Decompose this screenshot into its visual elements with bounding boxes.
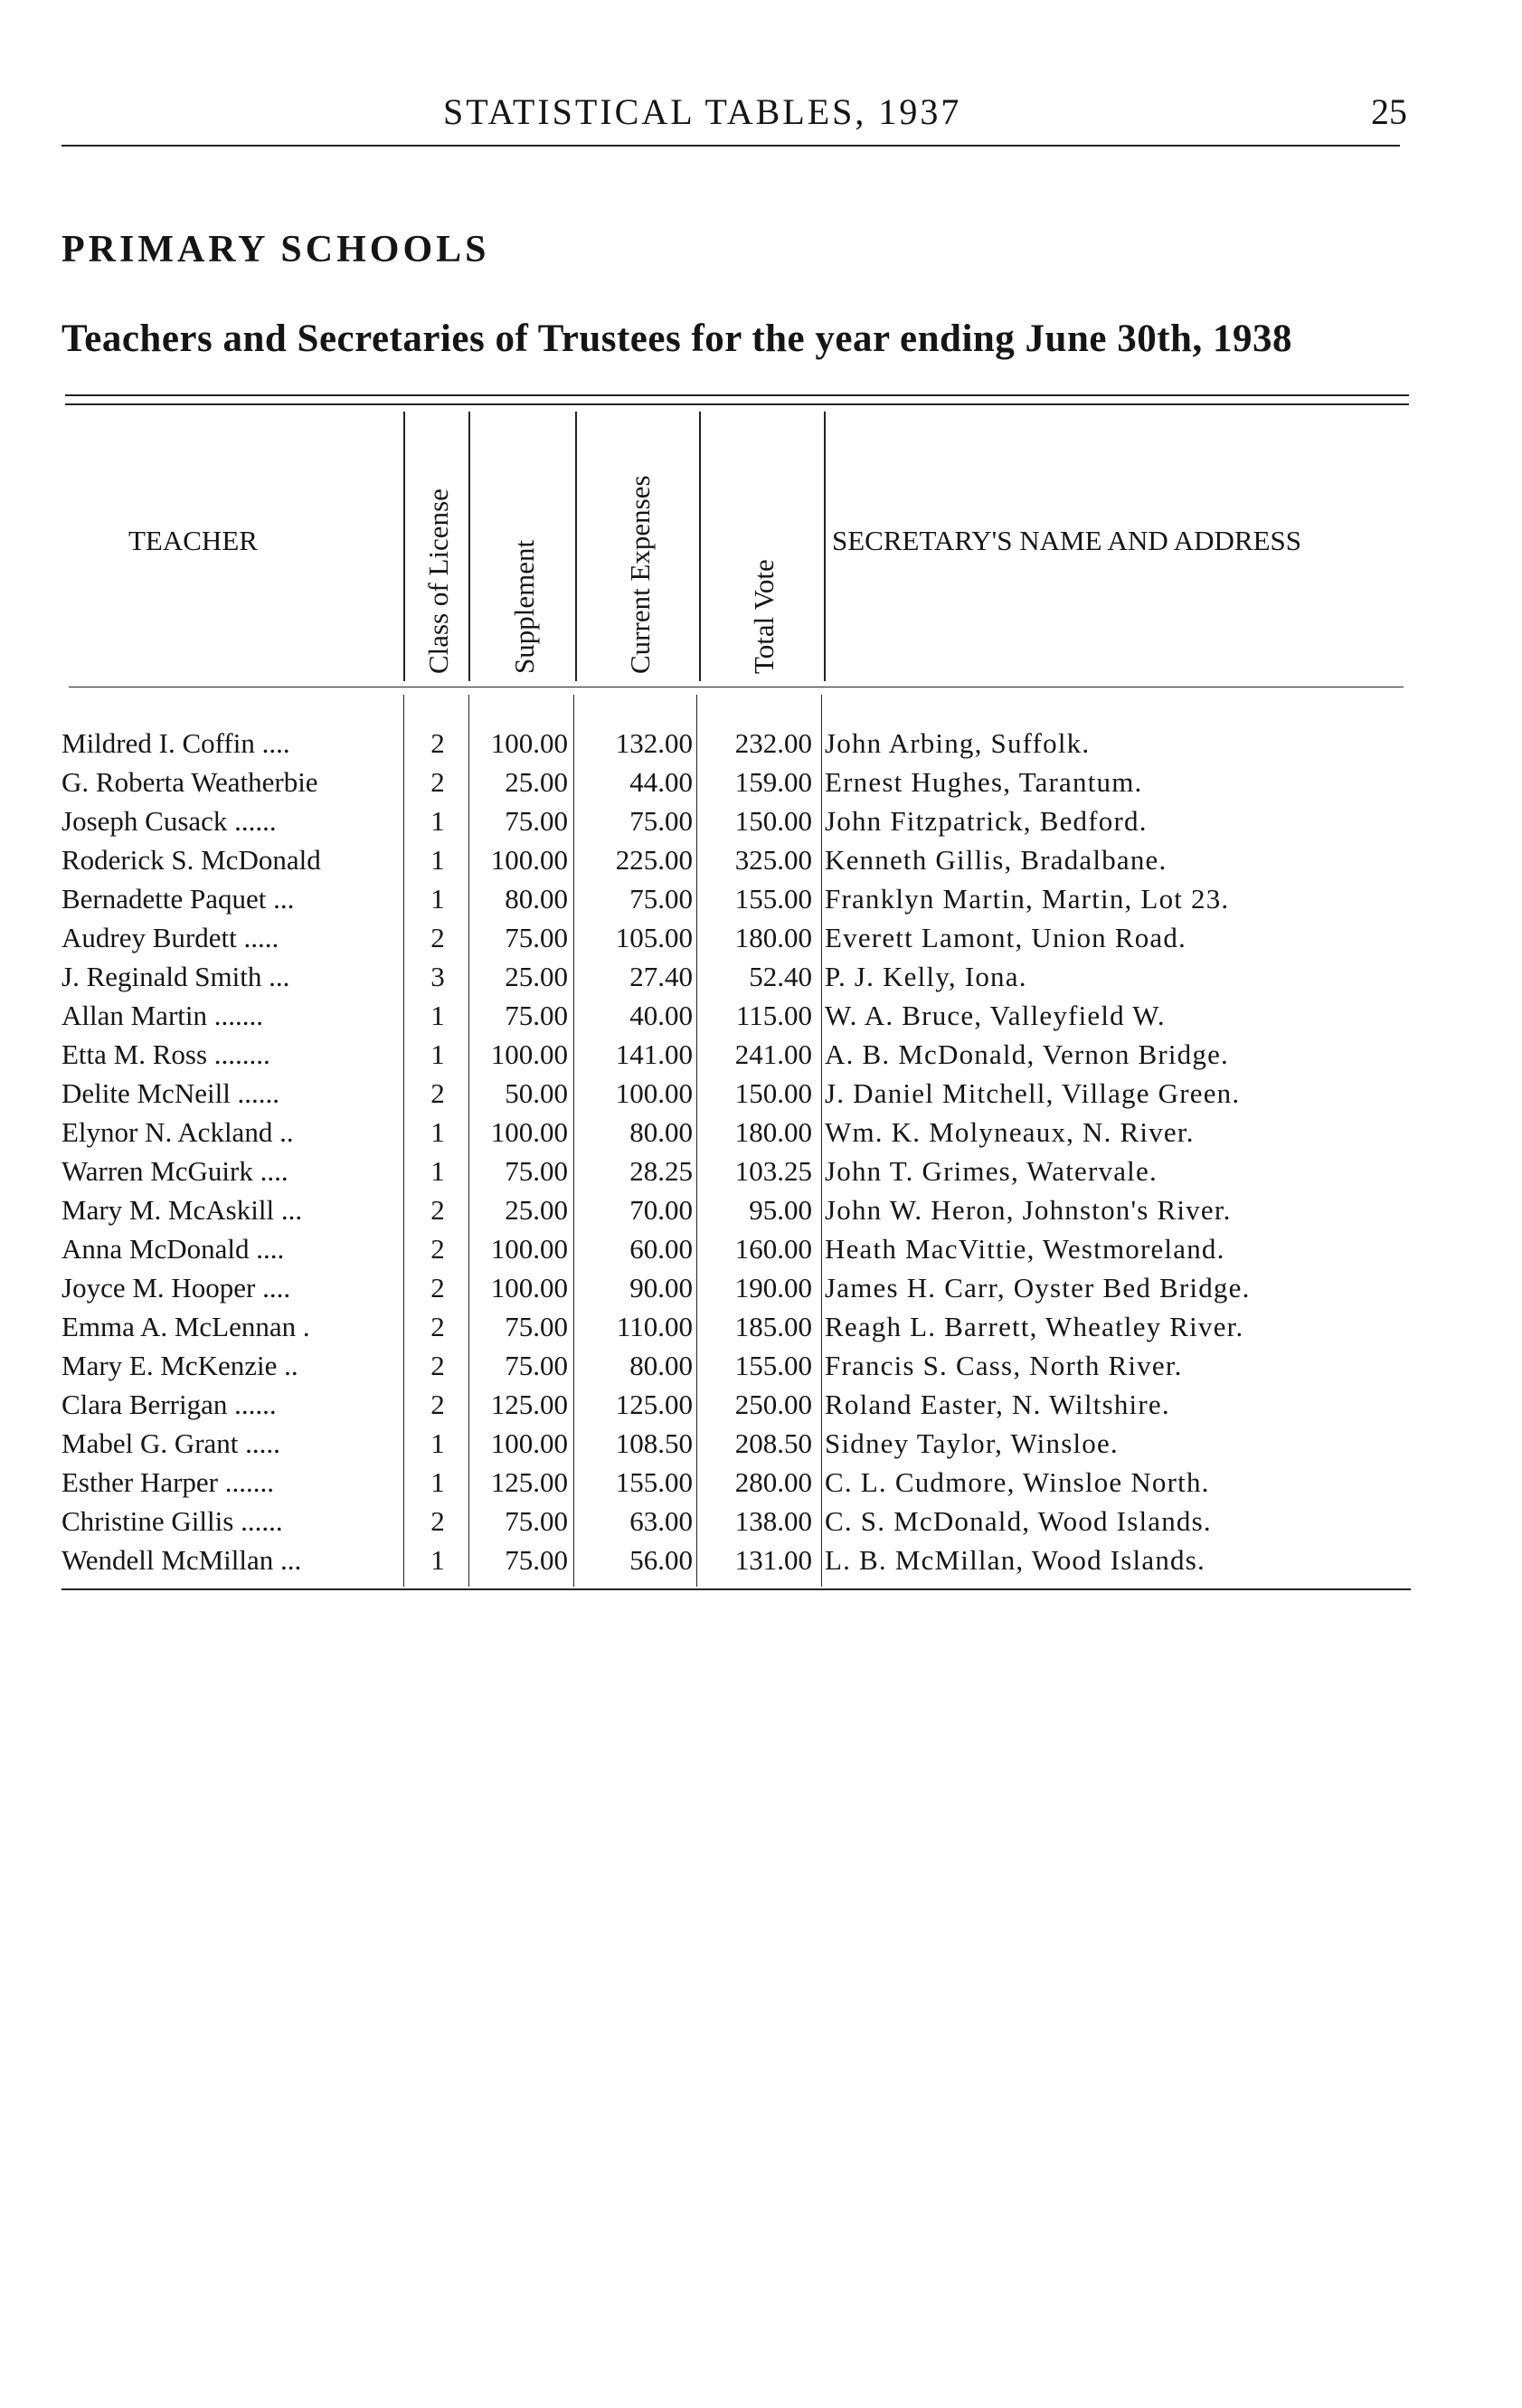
supplement-amount: 100.00 <box>490 1233 568 1265</box>
current-expenses-amount: 28.25 <box>629 1155 693 1187</box>
secretary-name-address: C. S. McDonald, Wood Islands. <box>825 1505 1212 1537</box>
table-row <box>0 1272 1522 1311</box>
current-expenses-amount: 44.00 <box>629 766 693 798</box>
current-expenses-amount: 27.40 <box>629 961 693 992</box>
secretary-name-address: Franklyn Martin, Martin, Lot 23. <box>825 883 1230 915</box>
teacher-name: Bernadette Paquet ... <box>61 883 295 915</box>
license-class: 1 <box>430 883 445 915</box>
teacher-name: G. Roberta Weatherbie <box>61 766 318 798</box>
total-vote-amount: 52.40 <box>749 961 812 992</box>
total-vote-amount: 155.00 <box>734 883 812 915</box>
teacher-name: Mary E. McKenzie .. <box>61 1350 298 1381</box>
secretary-name-address: Wm. K. Molyneaux, N. River. <box>825 1116 1195 1148</box>
teacher-name: Anna McDonald .... <box>61 1233 285 1265</box>
current-expenses-amount: 70.00 <box>629 1194 693 1226</box>
secretary-name-address: Ernest Hughes, Tarantum. <box>825 766 1143 798</box>
teacher-name: Audrey Burdett ..... <box>61 922 279 953</box>
table-row <box>0 1466 1522 1505</box>
current-expenses-amount: 80.00 <box>629 1116 693 1148</box>
teacher-name: Warren McGuirk .... <box>61 1155 288 1187</box>
total-vote-amount: 185.00 <box>734 1311 812 1342</box>
table-row <box>0 1155 1522 1194</box>
header-separator <box>824 412 826 681</box>
supplement-amount: 100.00 <box>490 1038 568 1070</box>
supplement-amount: 100.00 <box>490 1116 568 1148</box>
secretary-name-address: James H. Carr, Oyster Bed Bridge. <box>825 1272 1251 1304</box>
teacher-name: Mabel G. Grant ..... <box>61 1427 280 1459</box>
supplement-amount: 75.00 <box>505 1505 568 1537</box>
teacher-name: Esther Harper ....... <box>61 1466 274 1498</box>
supplement-amount: 80.00 <box>505 883 568 915</box>
table-row <box>0 1000 1522 1038</box>
current-expenses-amount: 63.00 <box>629 1505 693 1537</box>
table-row <box>0 883 1522 922</box>
supplement-amount: 100.00 <box>490 844 568 876</box>
total-vote-amount: 180.00 <box>734 1116 812 1148</box>
secretary-name-address: Reagh L. Barrett, Wheatley River. <box>825 1311 1244 1342</box>
total-vote-amount: 95.00 <box>749 1194 812 1226</box>
current-expenses-amount: 80.00 <box>629 1350 693 1381</box>
current-expenses-amount: 108.50 <box>615 1427 693 1459</box>
license-class: 2 <box>430 922 445 953</box>
supplement-amount: 75.00 <box>505 1311 568 1342</box>
total-vote-amount: 103.25 <box>734 1155 812 1187</box>
supplement-amount: 25.00 <box>505 961 568 992</box>
secretary-name-address: John W. Heron, Johnston's River. <box>825 1194 1232 1226</box>
current-expenses-amount: 60.00 <box>629 1233 693 1265</box>
table-row <box>0 1311 1522 1350</box>
secretary-name-address: L. B. McMillan, Wood Islands. <box>825 1544 1205 1576</box>
table-top-rule <box>65 394 1409 396</box>
teacher-name: Allan Martin ....... <box>61 1000 263 1031</box>
total-vote-amount: 180.00 <box>734 922 812 953</box>
supplement-amount: 100.00 <box>490 1427 568 1459</box>
total-vote-amount: 138.00 <box>734 1505 812 1537</box>
current-expenses-amount: 155.00 <box>615 1466 693 1498</box>
table-row <box>0 1427 1522 1466</box>
teacher-name: Joseph Cusack ...... <box>61 805 277 837</box>
table-row <box>0 1389 1522 1427</box>
secretary-name-address: C. L. Cudmore, Winsloe North. <box>825 1466 1210 1498</box>
secretary-name-address: Kenneth Gillis, Bradalbane. <box>825 844 1167 876</box>
total-vote-header: Total Vote <box>748 559 780 674</box>
total-vote-amount: 155.00 <box>734 1350 812 1381</box>
secretary-name-address: John T. Grimes, Watervale. <box>825 1155 1158 1187</box>
table-row <box>0 1194 1522 1233</box>
table-bottom-rule <box>61 1588 1411 1590</box>
running-title: STATISTICAL TABLES, 1937 <box>443 91 962 132</box>
total-vote-amount: 159.00 <box>734 766 812 798</box>
supplement-amount: 75.00 <box>505 1155 568 1187</box>
table-row <box>0 727 1522 766</box>
secretary-name-address: Sidney Taylor, Winsloe. <box>825 1427 1119 1459</box>
table-row <box>0 922 1522 961</box>
table-row <box>0 1544 1522 1583</box>
license-class: 1 <box>430 1116 445 1148</box>
license-class: 1 <box>430 1038 445 1070</box>
total-vote-amount: 232.00 <box>734 727 812 759</box>
secretary-name-address: John Fitzpatrick, Bedford. <box>825 805 1148 837</box>
secretary-column-header: SECRETARY'S NAME AND ADDRESS <box>832 525 1302 556</box>
teacher-column-header: TEACHER <box>128 525 258 556</box>
header-separator <box>699 412 701 681</box>
total-vote-amount: 241.00 <box>734 1038 812 1070</box>
license-class: 2 <box>430 1505 445 1537</box>
header-separator <box>403 412 405 681</box>
license-class: 2 <box>430 1311 445 1342</box>
current-expenses-amount: 141.00 <box>615 1038 693 1070</box>
total-vote-amount: 160.00 <box>734 1233 812 1265</box>
table-row <box>0 1077 1522 1116</box>
current-expenses-amount: 75.00 <box>629 883 693 915</box>
license-class: 2 <box>430 766 445 798</box>
total-vote-amount: 250.00 <box>734 1389 812 1420</box>
teacher-name: Roderick S. McDonald <box>61 844 321 876</box>
total-vote-amount: 325.00 <box>734 844 812 876</box>
license-class: 2 <box>430 1233 445 1265</box>
table-top-rule-2 <box>65 403 1409 405</box>
teacher-name: J. Reginald Smith ... <box>61 961 290 992</box>
secretary-name-address: Francis S. Cass, North River. <box>825 1350 1183 1381</box>
license-class: 2 <box>430 1194 445 1226</box>
table-row <box>0 844 1522 883</box>
teacher-name: Mildred I. Coffin .... <box>61 727 290 759</box>
supplement-amount: 75.00 <box>505 1350 568 1381</box>
secretary-name-address: P. J. Kelly, Iona. <box>825 961 1027 992</box>
secretary-name-address: A. B. McDonald, Vernon Bridge. <box>825 1038 1229 1070</box>
teacher-name: Delite McNeill ...... <box>61 1077 280 1109</box>
table-row <box>0 961 1522 1000</box>
secretary-name-address: J. Daniel Mitchell, Village Green. <box>825 1077 1241 1109</box>
current-expenses-amount: 90.00 <box>629 1272 693 1304</box>
class-of-license-header: Class of License <box>422 488 454 674</box>
total-vote-amount: 208.50 <box>734 1427 812 1459</box>
secretary-name-address: Heath MacVittie, Westmoreland. <box>825 1233 1225 1265</box>
teacher-name: Clara Berrigan ...... <box>61 1389 277 1420</box>
license-class: 3 <box>430 961 445 992</box>
license-class: 2 <box>430 727 445 759</box>
license-class: 1 <box>430 1000 445 1031</box>
running-header <box>0 90 1522 145</box>
supplement-amount: 25.00 <box>505 766 568 798</box>
supplement-amount: 125.00 <box>490 1466 568 1498</box>
teacher-name: Wendell McMillan ... <box>61 1544 302 1576</box>
table-row <box>0 1233 1522 1272</box>
header-separator <box>575 412 577 681</box>
teacher-name: Mary M. McAskill ... <box>61 1194 303 1226</box>
teacher-name: Elynor N. Ackland .. <box>61 1116 294 1148</box>
secretary-name-address: Roland Easter, N. Wiltshire. <box>825 1389 1170 1420</box>
total-vote-amount: 150.00 <box>734 1077 812 1109</box>
table-row <box>0 1350 1522 1389</box>
current-expenses-amount: 100.00 <box>615 1077 693 1109</box>
header-separator <box>468 412 470 681</box>
supplement-amount: 100.00 <box>490 1272 568 1304</box>
license-class: 1 <box>430 1155 445 1187</box>
table-row <box>0 1038 1522 1077</box>
total-vote-amount: 190.00 <box>734 1272 812 1304</box>
table-row <box>0 1116 1522 1155</box>
license-class: 1 <box>430 1466 445 1498</box>
license-class: 2 <box>430 1272 445 1304</box>
teacher-name: Emma A. McLennan . <box>61 1311 310 1342</box>
license-class: 2 <box>430 1077 445 1109</box>
table-row <box>0 766 1522 805</box>
license-class: 2 <box>430 1350 445 1381</box>
teacher-name: Christine Gillis ...... <box>61 1505 283 1537</box>
current-expenses-header: Current Expenses <box>624 475 656 674</box>
current-expenses-amount: 110.00 <box>616 1311 693 1342</box>
secretary-name-address: John Arbing, Suffolk. <box>825 727 1091 759</box>
supplement-amount: 75.00 <box>505 1544 568 1576</box>
supplement-amount: 50.00 <box>505 1077 568 1109</box>
license-class: 1 <box>430 844 445 876</box>
current-expenses-amount: 56.00 <box>629 1544 693 1576</box>
supplement-amount: 25.00 <box>505 1194 568 1226</box>
secretary-name-address: W. A. Bruce, Valleyfield W. <box>825 1000 1166 1031</box>
current-expenses-amount: 132.00 <box>615 727 693 759</box>
teacher-name: Joyce M. Hooper .... <box>61 1272 291 1304</box>
supplement-amount: 125.00 <box>490 1389 568 1420</box>
page-number: 25 <box>1371 91 1407 132</box>
license-class: 1 <box>430 1427 445 1459</box>
table-subtitle: Teachers and Secretaries of Trustees for the year ending June 30th, 1938 <box>61 318 1292 360</box>
supplement-header: Supplement <box>508 539 540 674</box>
supplement-amount: 100.00 <box>490 727 568 759</box>
current-expenses-amount: 40.00 <box>629 1000 693 1031</box>
total-vote-amount: 131.00 <box>734 1544 812 1576</box>
table-row <box>0 1505 1522 1544</box>
supplement-amount: 75.00 <box>505 922 568 953</box>
current-expenses-amount: 125.00 <box>615 1389 693 1420</box>
license-class: 1 <box>430 805 445 837</box>
supplement-amount: 75.00 <box>505 805 568 837</box>
total-vote-amount: 115.00 <box>735 1000 812 1031</box>
supplement-amount: 75.00 <box>505 1000 568 1031</box>
total-vote-amount: 150.00 <box>734 805 812 837</box>
current-expenses-amount: 225.00 <box>615 844 693 876</box>
current-expenses-amount: 75.00 <box>629 805 693 837</box>
total-vote-amount: 280.00 <box>734 1466 812 1498</box>
current-expenses-amount: 105.00 <box>615 922 693 953</box>
header-rule <box>61 145 1400 147</box>
license-class: 2 <box>430 1389 445 1420</box>
section-title: PRIMARY SCHOOLS <box>61 229 490 270</box>
secretary-name-address: Everett Lamont, Union Road. <box>825 922 1187 953</box>
table-row <box>0 805 1522 844</box>
license-class: 1 <box>430 1544 445 1576</box>
teacher-name: Etta M. Ross ........ <box>61 1038 270 1070</box>
